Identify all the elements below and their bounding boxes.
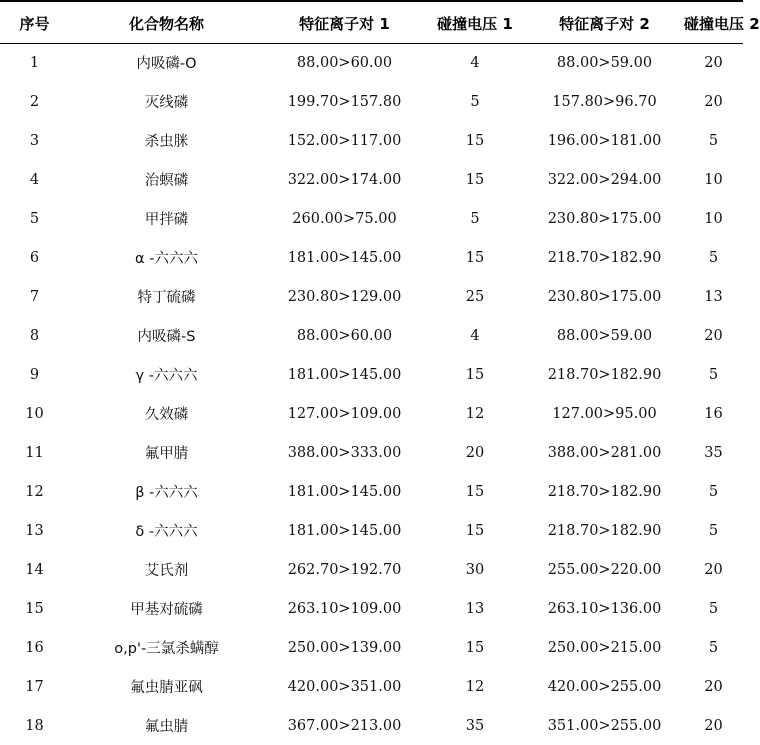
table-header-row [0,4,743,43]
cell-compound-name: 艾氏剂 [144,563,189,579]
cell-collision-voltage-2: 20 [704,717,723,734]
cell-index: 1 [29,54,40,71]
table-row [0,82,743,121]
table-row [0,550,743,589]
cell-ion-pair-1: 181.00>145.00 [287,366,402,383]
cell-compound-name: 内吸磷-O [136,56,197,72]
cell-ion-pair-2: 88.00>59.00 [556,54,653,71]
table-row [0,316,743,355]
table-row [0,511,743,550]
cell-index: 17 [25,678,44,695]
cell-collision-voltage-2: 20 [704,54,723,71]
cell-collision-voltage-1: 12 [465,678,485,695]
cell-ion-pair-1: 127.00>109.00 [287,405,402,422]
cell-compound-name: 内吸磷-S [137,329,196,345]
cell-ion-pair-2: 351.00>255.00 [547,717,662,734]
cell-collision-voltage-1: 30 [465,561,485,578]
table-row [0,394,743,433]
cell-ion-pair-1: 199.70>157.80 [287,93,402,110]
table-row [0,628,743,667]
cell-ion-pair-2: 250.00>215.00 [547,639,662,656]
cell-index: 16 [25,639,44,656]
cell-ion-pair-1: 88.00>60.00 [296,54,393,71]
cell-compound-name: o,p'-三氯杀螨醇 [114,641,219,657]
cell-compound-name: 治螟磷 [144,173,189,189]
cell-collision-voltage-2: 35 [704,444,723,461]
cell-collision-voltage-2: 5 [708,483,719,500]
cell-ion-pair-1: 152.00>117.00 [287,132,402,149]
cell-ion-pair-1: 420.00>351.00 [287,678,402,695]
header-collision-voltage-1: 碰撞电压 1 [437,15,513,33]
cell-collision-voltage-1: 15 [465,366,485,383]
cell-collision-voltage-2: 5 [708,132,719,149]
cell-ion-pair-2: 88.00>59.00 [556,327,653,344]
cell-ion-pair-2: 218.70>182.90 [547,522,662,539]
cell-collision-voltage-2: 20 [704,678,723,695]
header-collision-voltage-2: 碰撞电压 2 [684,15,760,33]
cell-ion-pair-1: 260.00>75.00 [292,210,397,227]
cell-ion-pair-2: 420.00>255.00 [547,678,662,695]
cell-collision-voltage-2: 16 [704,405,723,422]
cell-compound-name: 特丁硫磷 [137,290,196,306]
cell-index: 10 [25,405,44,422]
cell-ion-pair-2: 255.00>220.00 [547,561,662,578]
table-row [0,706,743,745]
cell-ion-pair-1: 262.70>192.70 [287,561,402,578]
cell-ion-pair-1: 88.00>60.00 [296,327,393,344]
table-row [0,667,743,706]
cell-collision-voltage-1: 5 [470,210,480,227]
cell-compound-name: δ -六六六 [135,524,198,540]
cell-index: 11 [25,444,44,461]
cell-index: 3 [29,132,40,149]
cell-ion-pair-2: 388.00>281.00 [547,444,662,461]
cell-collision-voltage-1: 5 [470,93,480,110]
cell-index: 4 [29,171,40,188]
cell-index: 2 [29,93,40,110]
table-row [0,199,743,238]
cell-collision-voltage-2: 13 [704,288,723,305]
cell-collision-voltage-1: 12 [465,405,485,422]
cell-ion-pair-2: 218.70>182.90 [547,249,662,266]
cell-collision-voltage-1: 35 [465,717,485,734]
cell-collision-voltage-1: 15 [465,483,485,500]
cell-ion-pair-1: 263.10>109.00 [287,600,402,617]
cell-index: 6 [29,249,40,266]
cell-index: 18 [25,717,44,734]
cell-compound-name: β -六六六 [135,485,198,501]
table-row [0,433,743,472]
table-top-rule [0,0,743,2]
cell-index: 8 [29,327,40,344]
cell-collision-voltage-1: 4 [470,327,480,344]
cell-collision-voltage-2: 10 [704,210,723,227]
header-index: 序号 [19,15,50,33]
table-row [0,589,743,628]
cell-index: 7 [29,288,40,305]
table-row [0,277,743,316]
cell-collision-voltage-2: 20 [704,93,723,110]
cell-index: 14 [25,561,44,578]
cell-ion-pair-2: 322.00>294.00 [547,171,662,188]
cell-collision-voltage-2: 10 [704,171,723,188]
cell-collision-voltage-1: 20 [465,444,485,461]
cell-ion-pair-2: 127.00>95.00 [552,405,657,422]
cell-compound-name: 氟虫腈 [144,719,189,735]
cell-collision-voltage-2: 5 [708,600,719,617]
cell-collision-voltage-2: 5 [708,366,719,383]
cell-index: 5 [29,210,40,227]
cell-ion-pair-2: 263.10>136.00 [547,600,662,617]
table-row [0,238,743,277]
cell-compound-name: α -六六六 [135,251,198,267]
cell-ion-pair-1: 181.00>145.00 [287,522,402,539]
cell-collision-voltage-1: 15 [465,522,485,539]
cell-compound-name: 甲基对硫磷 [130,602,203,618]
cell-compound-name: 氟虫腈亚砜 [130,680,203,696]
cell-collision-voltage-1: 4 [470,54,480,71]
cell-collision-voltage-2: 20 [704,327,723,344]
cell-ion-pair-1: 230.80>129.00 [287,288,402,305]
cell-collision-voltage-2: 5 [708,249,719,266]
cell-collision-voltage-1: 15 [465,132,485,149]
cell-index: 12 [25,483,44,500]
cell-compound-name: 久效磷 [144,407,189,423]
cell-collision-voltage-1: 15 [465,639,485,656]
cell-ion-pair-1: 181.00>145.00 [287,249,402,266]
cell-ion-pair-2: 196.00>181.00 [547,132,662,149]
cell-collision-voltage-1: 25 [465,288,485,305]
cell-compound-name: γ -六六六 [135,368,198,384]
cell-ion-pair-2: 230.80>175.00 [547,210,662,227]
cell-ion-pair-1: 388.00>333.00 [287,444,402,461]
cell-index: 13 [25,522,44,539]
table-row [0,160,743,199]
cell-ion-pair-1: 322.00>174.00 [287,171,402,188]
header-compound-name: 化合物名称 [128,15,204,33]
pesticide-ion-table [0,4,760,745]
table-row [0,472,743,511]
cell-ion-pair-2: 157.80>96.70 [552,93,657,110]
cell-collision-voltage-2: 5 [708,522,719,539]
cell-collision-voltage-2: 20 [704,561,723,578]
cell-index: 9 [29,366,40,383]
cell-compound-name: 氟甲腈 [144,446,189,462]
cell-compound-name: 甲拌磷 [144,212,189,228]
cell-ion-pair-2: 230.80>175.00 [547,288,662,305]
cell-ion-pair-2: 218.70>182.90 [547,366,662,383]
cell-collision-voltage-1: 15 [465,249,485,266]
cell-ion-pair-1: 250.00>139.00 [287,639,402,656]
header-ion-pair-1: 特征离子对 1 [299,15,390,33]
cell-collision-voltage-2: 5 [708,639,719,656]
cell-compound-name: 杀虫脒 [144,134,189,150]
cell-collision-voltage-1: 15 [465,171,485,188]
table-row [0,121,743,160]
cell-ion-pair-1: 181.00>145.00 [287,483,402,500]
cell-collision-voltage-1: 13 [465,600,485,617]
cell-ion-pair-1: 367.00>213.00 [287,717,402,734]
table-row [0,355,743,394]
cell-ion-pair-2: 218.70>182.90 [547,483,662,500]
cell-index: 15 [25,600,44,617]
table-body [0,43,743,745]
header-ion-pair-2: 特征离子对 2 [559,15,650,33]
cell-compound-name: 灭线磷 [144,95,189,111]
table-row [0,43,743,82]
